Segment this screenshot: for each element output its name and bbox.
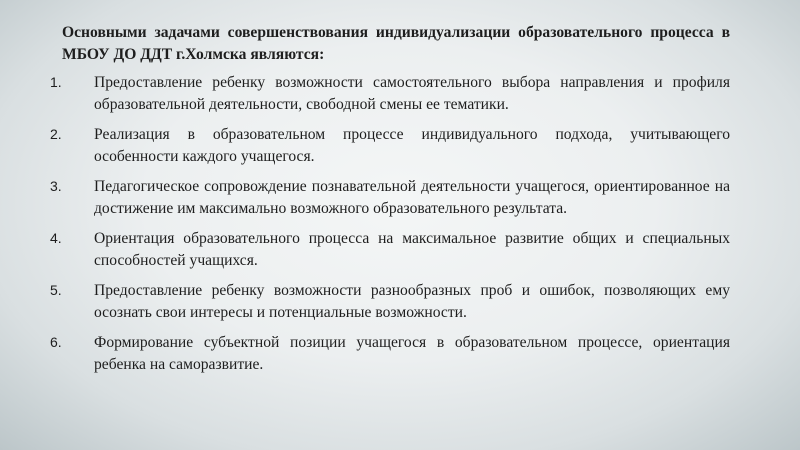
item-number: 6. <box>50 334 62 350</box>
item-number: 3. <box>50 178 62 194</box>
item-text: Педагогическое сопровождение познавательной деятельности учащегося, ориентированное на достижение им максимально возможного образовательного результата. <box>94 178 730 217</box>
item-number: 1. <box>50 74 62 90</box>
item-text: Формирование субъектной позиции учащегося в образовательном процессе, ориентация ребенка на саморазвитие. <box>94 334 730 373</box>
task-list <box>50 72 730 375</box>
list-item <box>50 332 730 375</box>
item-text: Предоставление ребенку возможности самостоятельного выбора направления и профиля образовательной деятельности, свободной смены ее тематики. <box>94 74 730 113</box>
list-item <box>50 72 730 115</box>
list-item <box>50 124 730 167</box>
item-text: Реализация в образовательном процессе индивидуального подхода, учитывающего особенности каждого учащегося. <box>94 126 730 165</box>
item-number: 4. <box>50 230 62 246</box>
slide-heading: Основными задачами совершенствования индивидуализации образовательного процесса в МБОУ ДО ДДТ г.Холмска являются: <box>62 24 730 63</box>
list-item <box>50 280 730 323</box>
slide-content <box>50 22 730 384</box>
item-number: 2. <box>50 126 62 142</box>
list-item <box>50 176 730 219</box>
item-text: Ориентация образовательного процесса на максимальное развитие общих и специальных способностей учащихся. <box>94 230 730 269</box>
list-item <box>50 228 730 271</box>
item-number: 5. <box>50 282 62 298</box>
item-text: Предоставление ребенку возможности разнообразных проб и ошибок, позволяющих ему осознать свои интересы и потенциальные возможности. <box>94 282 730 321</box>
